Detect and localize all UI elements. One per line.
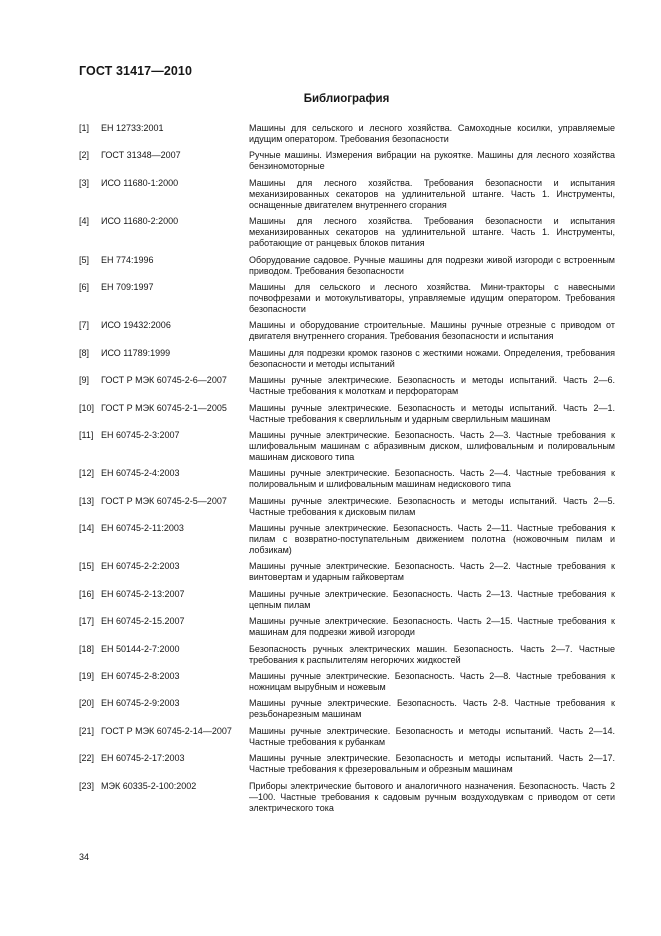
page-number: 34: [79, 852, 90, 862]
entry-standard-code: МЭК 60335-2-100:2002: [101, 780, 197, 791]
bibliography-entry: [79, 178, 615, 211]
bibliography-entry: [79, 523, 615, 556]
entry-description: Машины для сельского и лесного хозяйства. Мини-тракторы с навесными почвофрезами и мотокультиваторы, управляемые идущим оператором. Требования безопасности: [249, 281, 615, 314]
bibliography-list: [79, 123, 615, 819]
bibliography-entry: [79, 468, 615, 490]
entry-number: [16]: [79, 588, 95, 599]
entry-number: [20]: [79, 698, 95, 709]
entry-standard-code: ГОСТ Р МЭК 60745-2-5—2007: [101, 495, 227, 506]
bibliography-entry: [79, 781, 615, 814]
entry-standard-code: ИСО 11789:1999: [101, 347, 171, 358]
entry-number: [13]: [79, 495, 95, 506]
entry-standard-code: ЕН 709:1997: [101, 281, 154, 292]
entry-description: Машины для сельского и лесного хозяйства. Самоходные косилки, управляемые идущим оператором. Требования безопасности: [249, 123, 615, 144]
entry-standard-code: ГОСТ Р МЭК 60745-2-1—2005: [101, 402, 227, 413]
entry-description: Машины для лесного хозяйства. Требования безопасности и испытания механизированных секаторов на удлинительной штанге. Часть 1. Инструменты, работающие от ранцевых блоков питания: [249, 216, 615, 249]
entry-standard-code: ЕН 60745-2-13:2007: [101, 588, 185, 599]
entry-number: [6]: [79, 281, 90, 292]
bibliography-entry: [79, 671, 615, 693]
entry-number: [11]: [79, 429, 94, 440]
bibliography-entry: [79, 753, 615, 775]
entry-description: Безопасность ручных электрических машин. Безопасность. Часть 2—7. Частные требования к распылителям негорючих жидкостей: [249, 643, 615, 665]
entry-description: Машины ручные электрические. Безопасность. Часть 2—2. Частные требования к винтовертам и ударным гайковертам: [249, 561, 615, 583]
entry-standard-code: ЕН 60745-2-2:2003: [101, 561, 180, 572]
entry-description: Машины ручные электрические. Безопасность и методы испытаний. Часть 2—1. Частные требования к сверлильным и ударным сверлильным машинам: [249, 402, 615, 424]
bibliography-entry: [79, 150, 615, 172]
entry-standard-code: ИСО 11680-1:2000: [101, 177, 179, 188]
entry-standard-code: ЕН 60745-2-15.2007: [101, 616, 185, 627]
entry-standard-code: ИСО 19432:2006: [101, 320, 171, 331]
entry-description: Машины ручные электрические. Безопасность. Часть 2—11. Частные требования к пилам с возвратно-поступательным движением полотна (ножовочным пилам и лобзикам): [249, 523, 615, 556]
entry-number: [1]: [79, 123, 90, 133]
bibliography-entry: [79, 403, 615, 425]
entry-description: Приборы электрические бытового и аналогичного назначения. Безопасность. Часть 2—100. Частные требования к садовым ручным воздуходувкам с приводом от сети электрического тока: [249, 780, 615, 813]
bibliography-entry: [79, 320, 615, 342]
entry-standard-code: ЕН 60745-2-4:2003: [101, 468, 180, 479]
section-title: Библиография: [303, 93, 390, 105]
entry-description: Машины ручные электрические. Безопасность. Часть 2—8. Частные требования к ножницам вырубным и ножевым: [249, 671, 615, 693]
bibliography-entry: [79, 561, 615, 583]
entry-standard-code: ГОСТ Р МЭК 60745-2-14—2007: [101, 725, 232, 736]
bibliography-entry: [79, 216, 615, 249]
entry-standard-code: ГОСТ 31348—2007: [101, 150, 181, 161]
entry-description: Машины ручные электрические. Безопасность и методы испытаний. Часть 2—17. Частные требования к фрезеровальным и обрезным машинам: [249, 753, 615, 775]
entry-number: [2]: [79, 150, 90, 161]
bibliography-entry: [79, 348, 615, 370]
entry-standard-code: ЕН 774:1996: [101, 254, 154, 265]
entry-description: Машины ручные электрические. Безопасность и методы испытаний. Часть 2—5. Частные требования к дисковым пилам: [249, 495, 615, 517]
bibliography-entry: [79, 616, 615, 638]
entry-number: [9]: [79, 375, 90, 386]
entry-standard-code: ЕН 60745-2-11:2003: [101, 523, 184, 534]
bibliography-entry: [79, 255, 615, 277]
entry-description: Ручные машины. Измерения вибрации на рукоятке. Машины для лесного хозяйства бензиномоторные: [249, 150, 615, 172]
entry-number: [5]: [79, 254, 90, 265]
bibliography-entry: [79, 698, 615, 720]
bibliography-entry: [79, 282, 615, 315]
bibliography-entry: [79, 375, 615, 397]
entry-standard-code: ЕН 12733:2001: [101, 123, 164, 133]
entry-standard-code: ИСО 11680-2:2000: [101, 216, 179, 227]
entry-description: Машины и оборудование строительные. Машины ручные отрезные с приводом от двигателя внутреннего сгорания. Требования безопасности и испытания: [249, 320, 615, 342]
entry-number: [14]: [79, 523, 95, 534]
entry-number: [18]: [79, 643, 95, 654]
entry-standard-code: ЕН 60745-2-8:2003: [101, 671, 180, 682]
bibliography-entry: [79, 644, 615, 666]
entry-number: [3]: [79, 177, 90, 188]
entry-number: [23]: [79, 780, 95, 791]
bibliography-entry: [79, 430, 615, 463]
entry-description: Машины ручные электрические. Безопасность. Часть 2—3. Частные требования к шлифовальным машинам с абразивным диском, шлифовальным и полировальным машинам дискового типа: [249, 429, 615, 462]
entry-standard-code: ЕН 60745-2-17:2003: [101, 753, 185, 764]
entry-standard-code: ЕН 60745-2-3:2007: [101, 429, 180, 440]
entry-standard-code: ГОСТ Р МЭК 60745-2-6—2007: [101, 375, 227, 386]
entry-number: [7]: [79, 320, 90, 331]
entry-number: [4]: [79, 216, 90, 227]
entry-description: Машины для лесного хозяйства. Требования безопасности и испытания механизированных секаторов на удлинительной штанге. Часть 1. Инструменты, оснащенные двигателем внутреннего сгорания: [249, 177, 615, 210]
entry-description: Машины ручные электрические. Безопасность и методы испытаний. Часть 2—14. Частные требования к рубанкам: [249, 725, 615, 747]
entry-number: [10]: [79, 402, 95, 413]
bibliography-entry: [79, 726, 615, 748]
entry-number: [22]: [79, 753, 95, 764]
entry-number: [21]: [79, 725, 95, 736]
entry-number: [12]: [79, 468, 95, 479]
entry-number: [19]: [79, 671, 95, 682]
document-id-header: ГОСТ 31417—2010: [79, 64, 193, 78]
entry-description: Машины ручные электрические. Безопасность и методы испытаний. Часть 2—6. Частные требования к молоткам и перфораторам: [249, 375, 615, 397]
bibliography-entry: [79, 123, 615, 145]
entry-number: [17]: [79, 616, 95, 627]
entry-standard-code: ЕН 50144-2-7:2000: [101, 643, 180, 654]
entry-number: [8]: [79, 347, 90, 358]
entry-description: Машины ручные электрические. Безопасность. Часть 2—4. Частные требования к полировальным и шлифовальным машинам недискового типа: [249, 468, 615, 490]
entry-standard-code: ЕН 60745-2-9:2003: [101, 698, 180, 709]
entry-description: Машины ручные электрические. Безопасность. Часть 2—13. Частные требования к цепным пилам: [249, 588, 615, 610]
entry-description: Машины ручные электрические. Безопасность. Часть 2-8. Частные требования к резьбонарезным машинам: [249, 698, 615, 720]
entry-description: Машины для подрезки кромок газонов с жесткими ножами. Определения, требования безопасности и методы испытаний: [249, 347, 615, 369]
entry-number: [15]: [79, 561, 95, 572]
entry-description: Машины ручные электрические. Безопасность. Часть 2—15. Частные требования к машинам для подрезки живой изгороди: [249, 616, 615, 638]
bibliography-entry: [79, 496, 615, 518]
bibliography-entry: [79, 589, 615, 611]
entry-description: Оборудование садовое. Ручные машины для подрезки живой изгороди с встроенным приводом. Требования безопасности: [249, 254, 615, 276]
